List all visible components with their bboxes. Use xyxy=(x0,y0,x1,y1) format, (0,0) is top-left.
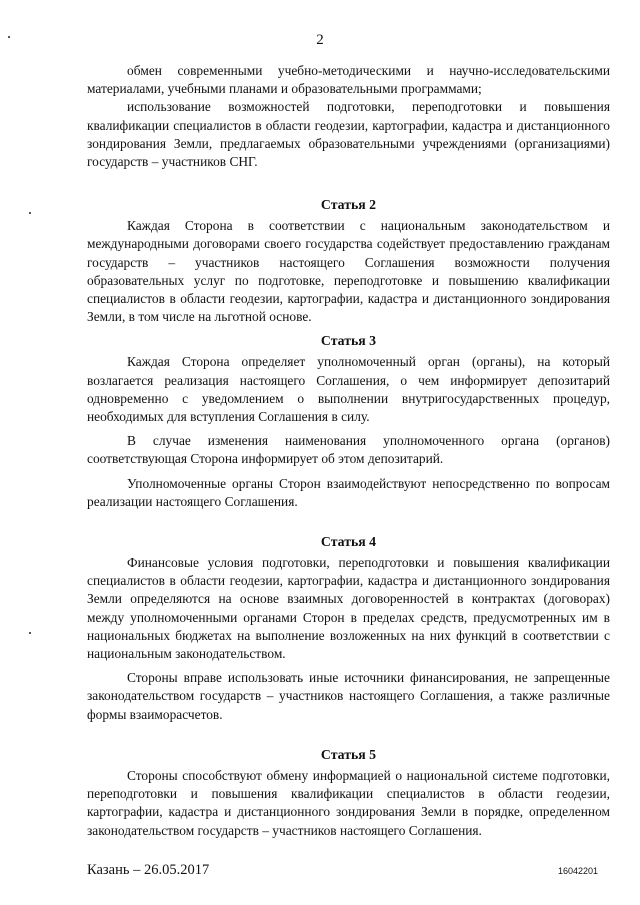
article-3-paragraph: Уполномоченные органы Сторон взаимодействуют непосредственно по вопросам реализации настоящего Соглашения. xyxy=(87,475,610,509)
article-5-paragraph: Стороны способствуют обмену информацией о национальной системе подготовки, переподготовки и повышения квалификации специалистов в области геодезии, картографии, кадастра и дистанционного зондирования Земли в порядке, определенном законодательством государств – участников настоящего Соглашения. xyxy=(87,767,610,838)
intro-paragraph: обмен современными учебно-методическими и научно-исследовательскими материалами, учебными планами и образовательными программами; xyxy=(87,63,610,97)
article-3-heading: Статья 3 xyxy=(320,333,377,349)
intro-paragraph: использование возможностей подготовки, переподготовки и повышения квалификации специалистов в области геодезии, картографии, кадастра и дистанционного зондирования Земли, предлагаемых образовательными учреждениями (организациями) государств – участников СНГ. xyxy=(87,99,610,170)
page-number: 2 xyxy=(316,32,324,48)
footer-place-date: Казань – 26.05.2017 xyxy=(87,862,210,878)
footer-doc-code: 16042201 xyxy=(557,866,598,876)
scan-speck xyxy=(8,36,10,38)
article-5-heading: Статья 5 xyxy=(320,746,377,762)
article-2-paragraph: Каждая Сторона в соответствии с национальным законодательством и международными договорами своего государства содействует предоставлению гражданам государств – участников настоящего Соглашения возможности получения образовательных услуг по подготовке, переподготовке и повышению квалификации специалистов в области геодезии, картографии, кадастра и дистанционного зондирования Земли, в том числе на льготной основе. xyxy=(87,218,610,325)
scan-speck xyxy=(29,212,31,214)
article-4-paragraph: Финансовые условия подготовки, переподготовки и повышения квалификации специалистов в области геодезии, картографии, кадастра и дистанционного зондирования Земли определяются на основе взаимных договоренностей в контрактах (договорах) между уполномоченными органами Сторон в пределах средств, предусмотренных им в национальных бюджетах на выполнение возложенных на них функций в соответствии с национальным законодательством. xyxy=(87,555,610,662)
scan-speck xyxy=(29,632,31,634)
article-4-paragraph: Стороны вправе использовать иные источники финансирования, не запрещенные законодательством государств – участников настоящего Соглашения, а также различные формы взаиморасчетов. xyxy=(87,670,610,722)
article-2-heading: Статья 2 xyxy=(320,197,377,213)
intro-section xyxy=(87,62,610,171)
article-4-heading: Статья 4 xyxy=(320,534,377,550)
article-3-paragraph: В случае изменения наименования уполномоченного органа (органов) соответствующая Сторона информирует об этом депозитарий. xyxy=(87,433,610,467)
article-3-paragraph: Каждая Сторона определяет уполномоченный орган (органы), на который возлагается реализация настоящего Соглашения, о чем информирует депозитарий одновременно с уведомлением о выполнении внутригосударственных процедур, необходимых для вступления Соглашения в силу. xyxy=(87,354,610,425)
document-body xyxy=(87,62,610,840)
